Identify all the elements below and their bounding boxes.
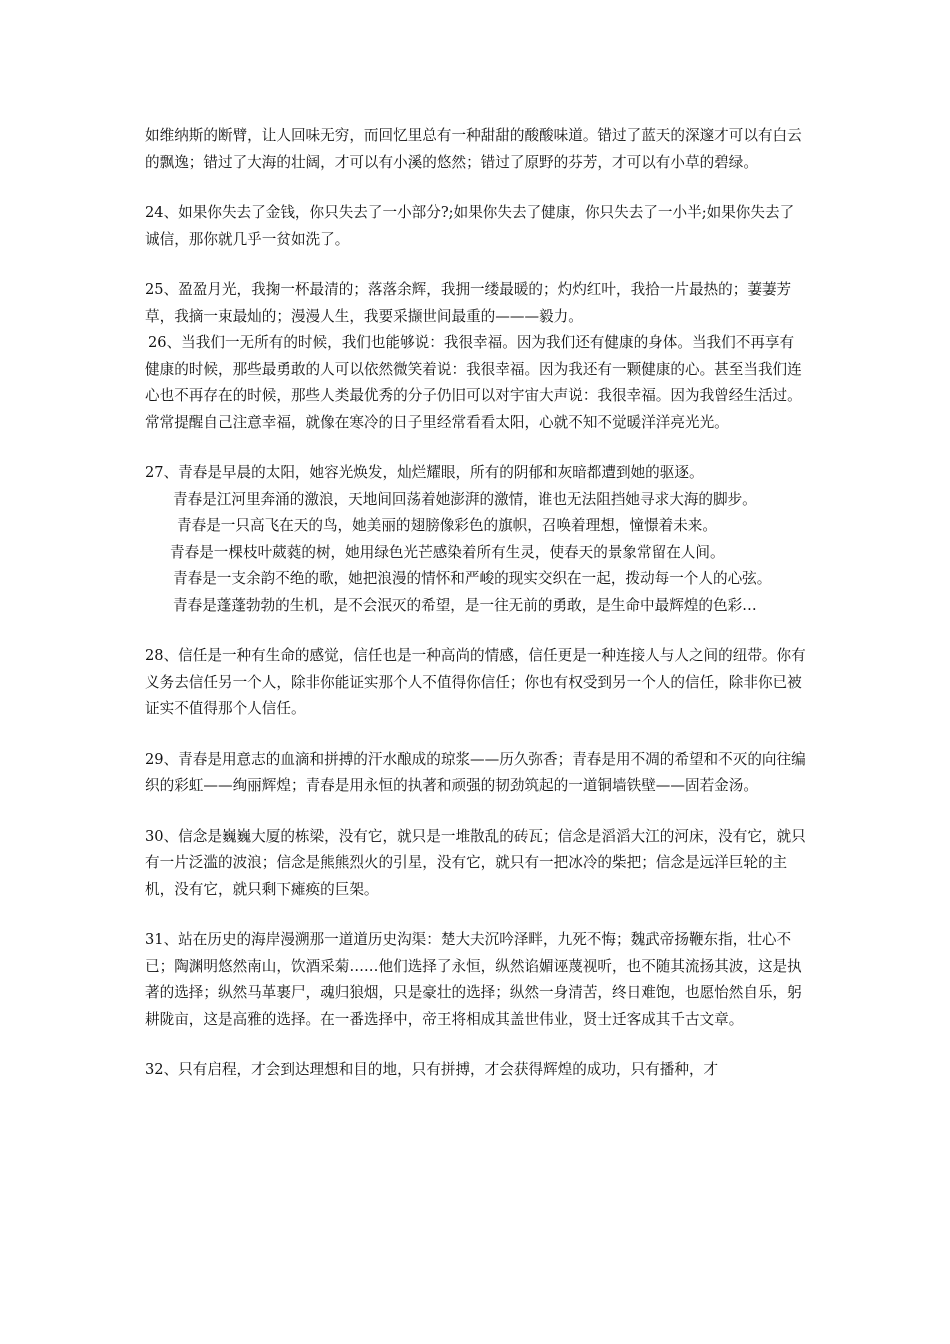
paragraph-27-line-1: 27、青春是早晨的太阳，她容光焕发，灿烂耀眼，所有的阴郁和灰暗都遭到她的驱逐。 <box>145 464 704 481</box>
paragraph-24: 24、如果你失去了金钱，你只失去了一小部分?;如果你失去了健康，你只失去了一小半;如果你失去了诚信，那你就几乎一贫如洗了。 <box>145 204 795 248</box>
paragraph-27-line-3: 青春是一只高飞在天的鸟，她美丽的翅膀像彩色的旗帜，召唤着理想，憧憬着未来。 <box>177 517 717 534</box>
paragraph-25: 25、盈盈月光，我掬一杯最清的；落落余辉，我拥一缕最暖的；灼灼红叶，我拾一片最热的；萋萋芳草，我摘一束最灿的；漫漫人生，我要采撷世间最重的———毅力。 <box>145 281 792 325</box>
paragraph-26: 26、当我们一无所有的时候，我们也能够说：我很幸福。因为我们还有健康的身体。当我们不再享有健康的时候，那些最勇敢的人可以依然微笑着说：我很幸福。因为我还有一颗健康的心。甚至当我们连心也不再存在的时候，那些人类最优秀的分子仍旧可以对宇宙大声说：我很幸福。因为我曾经生活过。常常提醒自己注意幸福，就像在寒冷的日子里经常看看太阳，心就不知不觉暖洋洋亮光光。 <box>145 334 802 431</box>
paragraph-31: 31、站在历史的海岸漫溯那一道道历史沟渠：楚大夫沉吟泽畔，九死不悔；魏武帝扬鞭东指，壮心不已；陶渊明悠然南山，饮酒采菊……他们选择了永恒，纵然谄媚诬蔑视听，也不随其流扬其波，这是执著的选择；纵然马革裹尸，魂归狼烟，只是豪壮的选择；纵然一身清苦，终日难饱，也愿怡然自乐，躬耕陇亩，这是高雅的选择。在一番选择中，帝王将相成其盖世伟业，贤士迁客成其千古文章。 <box>145 931 802 1028</box>
paragraph-27-line-5: 青春是一支余韵不绝的歌，她把浪漫的情怀和严峻的现实交织在一起，拨动每一个人的心弦。 <box>173 570 772 587</box>
paragraph-27-line-4: 青春是一棵枝叶葳蕤的树，她用绿色光芒感染着所有生灵，使春天的景象常留在人间。 <box>170 543 725 561</box>
paragraph-28: 28、信任是一种有生命的感觉，信任也是一种高尚的情感，信任更是一种连接人与人之间的纽带。你有义务去信任另一个人，除非你能证实那个人不值得你信任；你也有权受到另一个人的信任，除非你已被证实不值得那个人信任。 <box>145 647 806 717</box>
paragraph-27-line-6: 青春是蓬蓬勃勃的生机，是不会泯灭的希望，是一往无前的勇敢，是生命中最辉煌的色彩… <box>173 596 757 614</box>
paragraph-32: 32、只有启程，才会到达理想和目的地，只有拼搏，才会获得辉煌的成功，只有播种，才 <box>145 1061 719 1078</box>
document-body <box>145 123 808 1084</box>
paragraph-23-continued: 如维纳斯的断臂，让人回味无穷，而回忆里总有一种甜甜的酸酸味道。错过了蓝天的深邃才可以有白云的飘逸；错过了大海的壮阔，才可以有小溪的悠然；错过了原野的芬芳，才可以有小草的碧绿。 <box>145 127 802 171</box>
paragraph-30: 30、信念是巍巍大厦的栋梁，没有它，就只是一堆散乱的砖瓦；信念是滔滔大江的河床，没有它，就只有一片泛滥的波浪；信念是熊熊烈火的引星，没有它，就只有一把冰冷的柴把；信念是远洋巨轮的主机，没有它，就只剩下瘫痪的巨架。 <box>145 827 806 898</box>
paragraph-29: 29、青春是用意志的血滴和拼搏的汗水酿成的琼浆——历久弥香；青春是用不凋的希望和不灭的向往编织的彩虹——绚丽辉煌；青春是用永恒的执著和顽强的韧劲筑起的一道铜墙铁壁——固若金汤。 <box>145 750 806 794</box>
paragraph-27-line-2: 青春是江河里奔涌的激浪，天地间回荡着她澎湃的激情，谁也无法阻挡她寻求大海的脚步。 <box>173 490 757 508</box>
